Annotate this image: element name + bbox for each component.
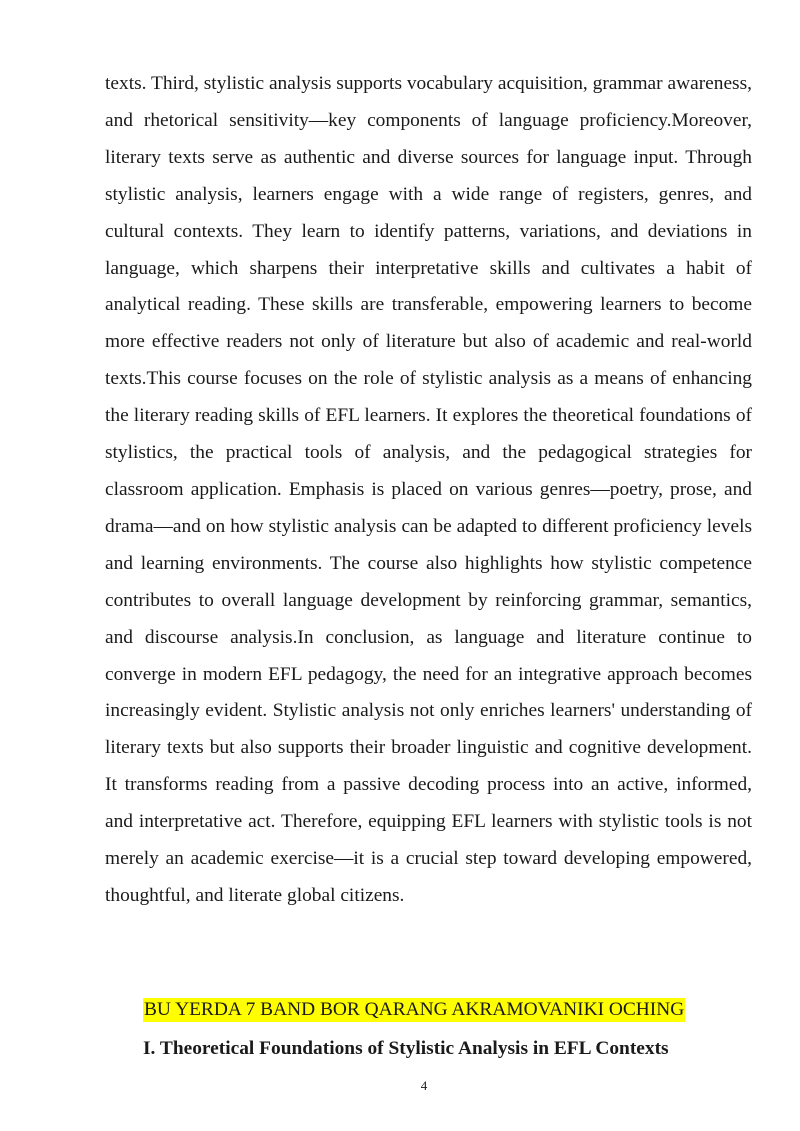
page-number: 4 [420, 1078, 428, 1093]
highlighted-note-text: BU YERDA 7 BAND BOR QARANG AKRAMOVANIKI OCHING [144, 999, 685, 1020]
section-heading: I. Theoretical Foundations of Stylistic Analysis in EFL Contexts [143, 1038, 669, 1059]
highlighted-note [143, 995, 685, 1025]
body-paragraph: texts. Third, stylistic analysis supports vocabulary acquisition, grammar awareness, and rhetorical sensitivity—key components of language proficiency.Moreover, literary texts serve as authentic and diverse sources for language input. Through stylistic analysis, learners engage with a wide range of registers, genres, and cultural contexts. They learn to identify patterns, variations, and deviations in language, which sharpens their interpretative skills and cultivates a habit of analytical reading. These skills are transferable, empowering learners to become more effective readers not only of literature but also of academic and real-world texts.This course focuses on the role of stylistic analysis as a means of enhancing the literary reading skills of EFL learners. It explores the theoretical foundations of stylistics, the practical tools of analysis, and the pedagogical strategies for classroom application. Emphasis is placed on various genres—poetry, prose, and drama—and on how stylistic analysis can be adapted to different proficiency levels and learning environments. The course also highlights how stylistic competence contributes to overall language development by reinforcing grammar, semantics, and discourse analysis.In conclusion, as language and literature continue to converge in modern EFL pedagogy, the need for an integrative approach becomes increasingly evident. Stylistic analysis not only enriches learners' understanding of literary texts but also supports their broader linguistic and cognitive development. It transforms reading from a passive decoding process into an active, informed, and interpretative act. Therefore, equipping EFL learners with stylistic tools is not merely an academic exercise—it is a crucial step toward developing empowered, thoughtful, and literate global citizens. [105, 73, 752, 906]
